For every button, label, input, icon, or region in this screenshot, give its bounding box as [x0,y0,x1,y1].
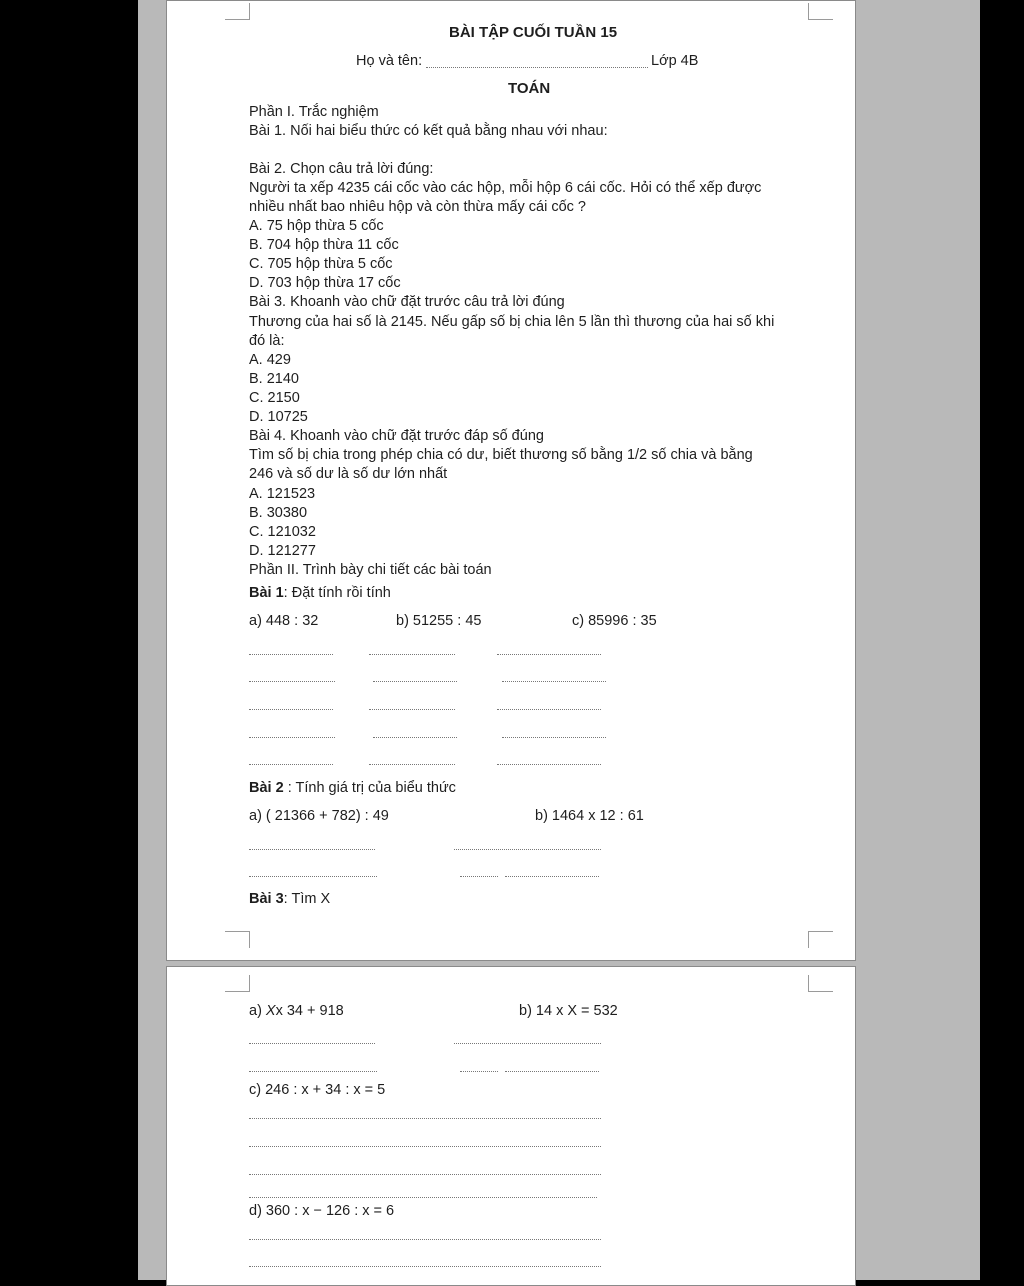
answer-line [505,1071,599,1072]
answer-line [460,876,498,877]
corner-mark [225,975,250,992]
document-page-2 [166,966,856,1286]
answer-line [249,876,377,877]
answer-line [249,654,333,655]
exercise-text: : Tìm X [283,891,331,907]
question-3-text: đó là: [249,333,285,349]
answer-line [249,737,335,738]
answer-line [249,1043,375,1044]
answer-line [249,709,333,710]
answer-line [369,709,455,710]
exercise-2a: a) ( 21366 + 782) : 49 [249,808,389,824]
exercise-2-title [249,779,456,798]
answer-line [373,681,457,682]
answer-line [369,764,455,765]
question-2-title: Bài 2. Chọn câu trả lời đúng: [249,161,434,177]
option-c: C. 2150 [249,390,300,406]
document-page-1 [166,0,856,961]
answer-line [249,1174,601,1175]
answer-line [249,1146,601,1147]
exercise-text: : Tính giá trị của biểu thức [283,780,456,796]
exercise-1a: a) 448 : 32 [249,613,319,629]
answer-line [502,681,606,682]
option-c: C. 121032 [249,524,316,540]
find-x-a-variable: X [265,1003,276,1019]
corner-mark [808,931,833,948]
option-a: A. 429 [249,352,291,368]
question-1: Bài 1. Nối hai biểu thức có kết quả bằng nhau với nhau: [249,123,608,139]
find-x-a-expression: x 34 + 918 [275,1003,344,1019]
answer-line [249,764,333,765]
answer-line [505,876,599,877]
option-c: C. 705 hộp thừa 5 cốc [249,256,393,272]
question-3-text: Thương của hai số là 2145. Nếu gấp số bị chia lên 5 lần thì thương của hai số khi [249,314,775,330]
answer-line [454,1043,601,1044]
exercise-3-title [249,890,330,909]
answer-line [497,764,601,765]
name-blank [426,67,648,68]
question-3-title: Bài 3. Khoanh vào chữ đặt trước câu trả lời đúng [249,294,565,310]
corner-mark [225,931,250,948]
corner-mark [225,3,250,20]
option-a: A. 121523 [249,486,316,502]
exercise-text: : Đặt tính rồi tính [283,585,391,601]
question-4-title: Bài 4. Khoanh vào chữ đặt trước đáp số đúng [249,428,544,444]
exercise-1b: b) 51255 : 45 [396,613,482,629]
name-label: Họ và tên: [356,53,423,69]
option-b: B. 2140 [249,371,299,387]
class-label: Lớp 4B [651,53,699,69]
exercise-label: Bài 3 [249,891,284,907]
corner-mark [808,3,833,20]
corner-mark [808,975,833,992]
option-b: B. 704 hộp thừa 11 cốc [249,237,399,253]
option-b: B. 30380 [249,505,308,521]
answer-line [497,654,601,655]
answer-line [249,1118,601,1119]
answer-line [454,849,601,850]
answer-line [497,709,601,710]
exercise-label: Bài 1 [249,585,284,601]
option-a: A. 75 hộp thừa 5 cốc [249,218,384,234]
part2-heading: Phần II. Trình bày chi tiết các bài toán [249,562,492,578]
answer-line [373,737,457,738]
option-d: D. 703 hộp thừa 17 cốc [249,275,401,291]
answer-line [249,1197,597,1198]
subject-heading: TOÁN [508,80,551,97]
option-d: D. 121277 [249,543,316,559]
find-x-c: c) 246 : x + 34 : x = 5 [249,1082,386,1098]
exercise-1-title [249,584,391,603]
answer-line [249,1266,601,1267]
worksheet-title: BÀI TẬP CUỐI TUẦN 15 [449,24,618,41]
find-x-a [249,1002,344,1021]
question-4-text: Tìm số bị chia trong phép chia có dư, biết thương số bằng 1/2 số chia và bằng [249,447,753,463]
exercise-label: Bài 2 [249,780,284,796]
question-2-text: nhiều nhất bao nhiêu hộp và còn thừa mấy cái cốc ? [249,199,586,215]
answer-line [249,849,375,850]
answer-line [249,681,335,682]
answer-line [369,654,455,655]
option-d: D. 10725 [249,409,308,425]
find-x-a-prefix: a) [249,1003,266,1019]
answer-line [249,1071,377,1072]
find-x-d: d) 360 : x − 126 : x = 6 [249,1203,395,1219]
exercise-2b: b) 1464 x 12 : 61 [535,808,644,824]
find-x-b: b) 14 x X = 532 [519,1003,618,1019]
answer-line [460,1071,498,1072]
part1-heading: Phần I. Trắc nghiệm [249,104,379,120]
question-4-text: 246 và số dư là số dư lớn nhất [249,466,448,482]
question-2-text: Người ta xếp 4235 cái cốc vào các hộp, mỗi hộp 6 cái cốc. Hỏi có thể xếp được [249,180,762,196]
exercise-1c: c) 85996 : 35 [572,613,657,629]
answer-line [502,737,606,738]
answer-line [249,1239,601,1240]
